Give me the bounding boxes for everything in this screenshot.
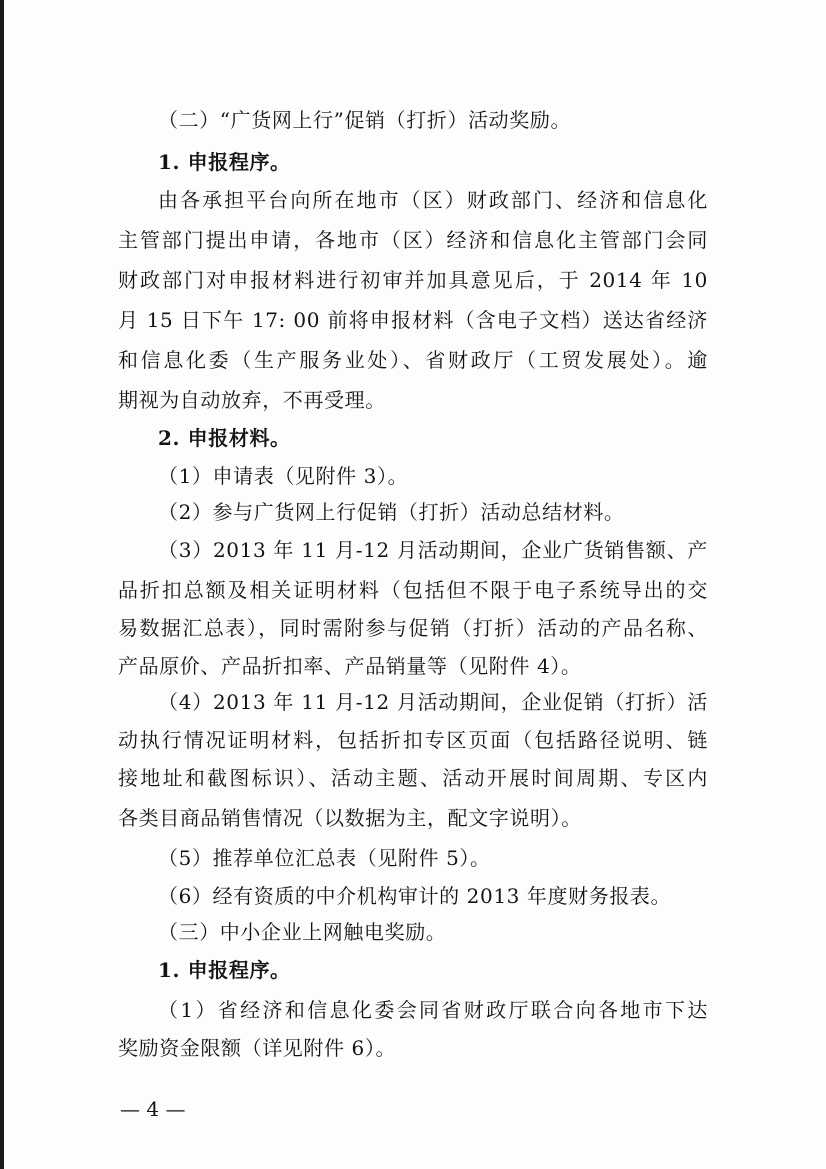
list-item: （2）参与广货网上行促销（打折）活动总结材料。 [158, 500, 625, 524]
section-heading-2: （二）“广货网上行”促销（打折）活动奖励。 [158, 108, 572, 132]
scan-edge [0, 0, 4, 1169]
paragraph-line: 易数据汇总表），同时需附参与促销（打折）活动的产品名称、 [118, 616, 708, 640]
paragraph-line: 由各承担平台向所在地市（区）财政部门、经济和信息化 [158, 188, 708, 212]
list-item: （5）推荐单位汇总表（见附件 5）。 [158, 846, 491, 870]
list-item: （3）2013 年 11 月-12 月活动期间，企业广货销售额、产 [158, 538, 708, 562]
list-item: （4）2013 年 11 月-12 月活动期间，企业促销（打折）活 [158, 690, 708, 714]
paragraph-line: 品折扣总额及相关证明材料（包括但不限于电子系统导出的交 [118, 578, 708, 602]
subheading-application-materials: 2. 申报材料。 [158, 426, 291, 450]
paragraph-line: 各类目商品销售情况（以数据为主，配文字说明）。 [118, 806, 582, 830]
paragraph-line: 月 15 日下午 17: 00 前将申报材料（含电子文档）送达省经济 [118, 308, 708, 332]
list-item: （6）经有资质的中介机构审计的 2013 年度财务报表。 [158, 884, 672, 908]
paragraph-line: 财政部门对申报材料进行初审并加具意见后，于 2014 年 10 [118, 268, 708, 292]
paragraph-line: 接地址和截图标识）、活动主题、活动开展时间周期、专区内 [118, 766, 708, 790]
list-item: （1）申请表（见附件 3）。 [158, 464, 409, 488]
list-item: （1）省经济和信息化委会同省财政厅联合向各地市下达 [158, 998, 708, 1022]
subheading-application-procedure: 1. 申报程序。 [158, 150, 291, 174]
section-heading-3: （三）中小企业上网触电奖励。 [158, 920, 447, 944]
paragraph-line: 和信息化委（生产服务业处）、省财政厅（工贸发展处）。逾 [118, 348, 708, 372]
paragraph-line: 期视为自动放弃，不再受理。 [118, 388, 386, 412]
paragraph-line: 产品原价、产品折扣率、产品销量等（见附件 4）。 [118, 654, 582, 678]
paragraph-line: 主管部门提出申请，各地市（区）经济和信息化主管部门会同 [118, 228, 708, 252]
paragraph-line: 动执行情况证明材料，包括折扣专区页面（包括路径说明、链 [118, 728, 708, 752]
page-number: — 4 — [120, 1097, 186, 1121]
subheading-application-procedure: 1. 申报程序。 [158, 958, 291, 982]
paragraph-line: 奖励资金限额（详见附件 6）。 [118, 1036, 397, 1060]
